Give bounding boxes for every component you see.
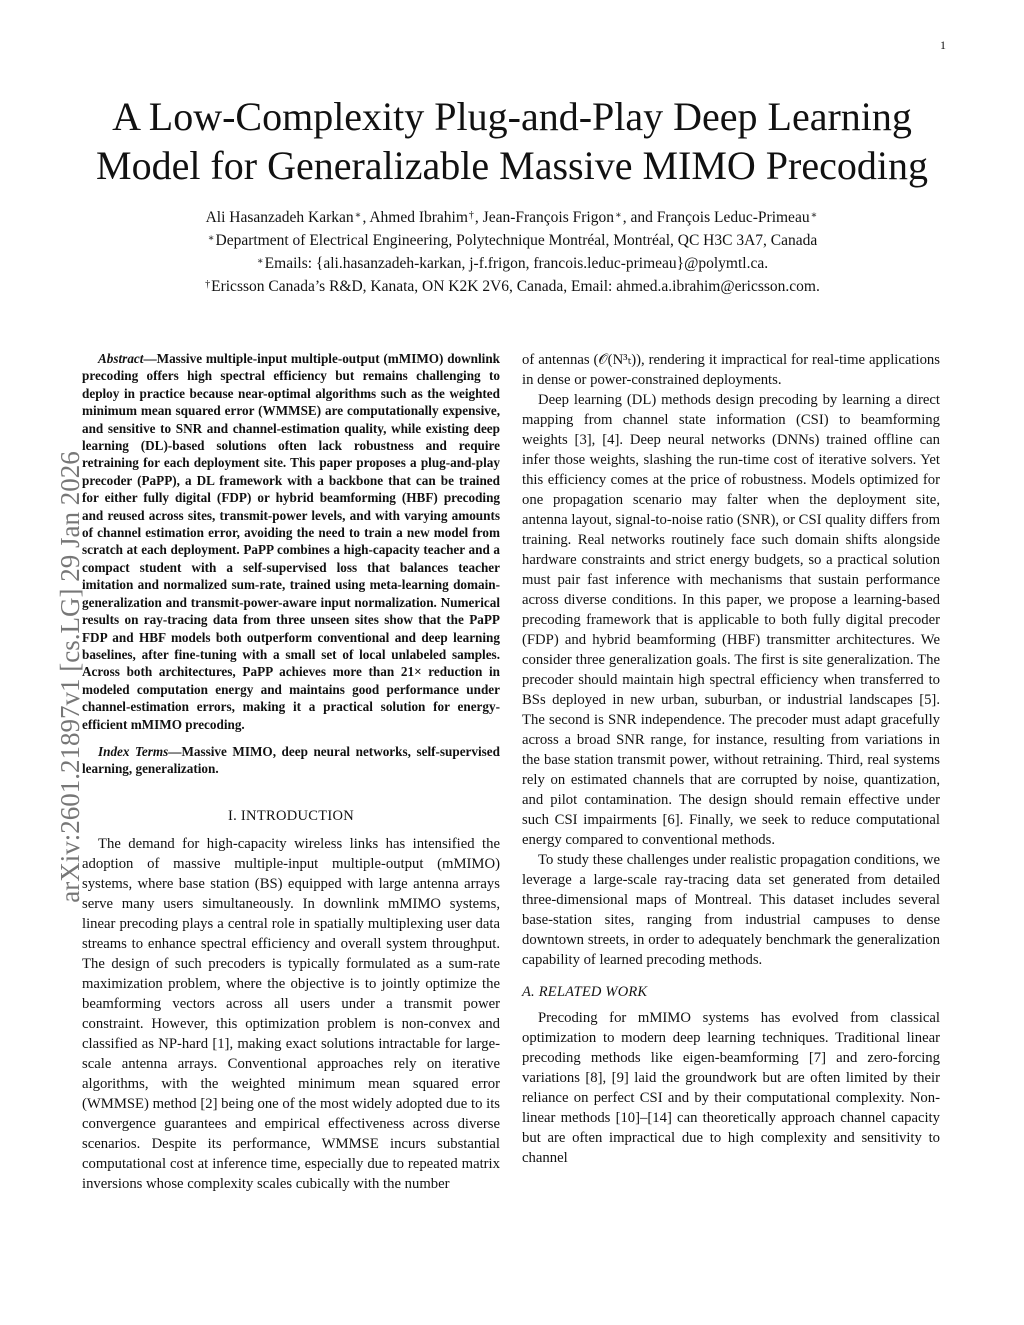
dagger-mark: † (205, 279, 211, 290)
title-line-1: A Low-Complexity Plug-and-Play Deep Learning (112, 94, 912, 139)
affiliation-emails (40, 252, 984, 275)
star-mark: ∗ (354, 210, 362, 221)
affiliation-dept-text: Department of Electrical Engineering, Polytechnique Montréal, Montréal, QC H3C 3A7, Canada (215, 232, 818, 249)
subsection-heading-related-work: A. RELATED WORK (522, 984, 648, 1000)
intro-paragraph-1-continued: of antennas (𝒪(N³ₜ)), rendering it impractical for real-time applications in dense or power-constrained deployments. (522, 352, 940, 388)
right-column (522, 350, 940, 1168)
left-column (82, 350, 500, 1194)
title-line-2: Model for Generalizable Massive MIMO Precoding (96, 143, 928, 188)
intro-paragraph-3: To study these challenges under realistic propagation conditions, we leverage a large-scale ray-tracing data set generated from detailed three-dimensional maps of Montreal. This dataset includes several base-station sites, ranging from industrial campuses to dense downtown streets, in order to adequately benchmark the generalization capability of learned precoding methods. (522, 852, 940, 968)
related-work-paragraph-1: Precoding for mMIMO systems has evolved from classical optimization to modern deep learning techniques. Traditional linear precoding methods like eigen-beamforming [7] and zero-forcing variations [8], [9] laid the groundwork but are often limited by their reliance on perfect CSI and by their computational complexity. Non-linear methods [10]–[14] can theoretically approach channel capacity but are often impractical due to high complexity and sensitivity to channel (522, 1010, 940, 1166)
index-terms (82, 743, 500, 778)
star-mark: ∗ (810, 210, 818, 221)
affiliation-dept (40, 229, 984, 252)
author-block (40, 206, 984, 298)
index-terms-text: —Massive MIMO, deep neural networks, self-supervised learning, generalization. (82, 743, 500, 777)
arxiv-identifier: arXiv:2601.21897v1 [cs.LG] 29 Jan 2026 (55, 451, 85, 903)
author-2: , Ahmed Ibrahim (362, 209, 468, 226)
abstract-label: Abstract (98, 351, 144, 366)
intro-paragraph-2: Deep learning (DL) methods design precoding by learning a direct mapping from channel state information (CSI) to beamforming weights [3], [4]. Deep neural networks (DNNs) trained offline can infer those weights, slashing the run-time cost of iterative solvers. Yet this efficiency comes at the price of robustness. Models optimized for one propagation scenario may falter when the deployment site, antenna layout, signal-to-noise ratio (SNR), or CSI quality differs from training. Real networks routinely face such domain shifts alongside hardware constraints and strict energy budgets, so a practical solution must pair fast inference with mechanisms that sustain performance across diverse conditions. In this paper, we propose a learning-based precoding framework that is applicable to both fully digital precoder (FDP) and hybrid beamforming (HBF) transmitter architectures. We consider three generalization goals. The first is site generalization. The precoder should maintain high spectral efficiency when transferred to BSs deployed in new urban, suburban, or industrial landscapes [5]. The second is SNR independence. The precoder must adapt gracefully across a broad SNR range, for instance, resulting from variations in the base station transmit power, without retraining. Third, real systems rely on estimated channels that are corrupted by noise, quantization, and pilot contamination. The design should remain effective under such CSI impairments [6]. Finally, we seek to reduce computational energy compared to conventional methods. (522, 392, 940, 848)
author-list (40, 206, 984, 229)
author-1: Ali Hasanzadeh Karkan (205, 209, 354, 226)
author-4: , and François Leduc-Primeau (622, 209, 810, 226)
section-heading-introduction: I. INTRODUCTION (227, 807, 355, 824)
intro-paragraph-1: The demand for high-capacity wireless links has intensified the adoption of massive multiple-input multiple-output (mMIMO) systems, where base station (BS) equipped with large antenna arrays serve many users simultaneously. In downlink mMIMO systems, linear precoding plays a central role in spatially multiplexing user data streams to enhance spectral efficiency and overall system throughput. The design of such precoders is typically formulated as a sum-rate maximization problem, where the objective is to jointly optimize the beamforming vectors across all users under a transmit power constraint. However, this optimization problem is non-convex and classified as NP-hard [1], making exact solutions intractable for large-scale antenna arrays. Conventional approaches rely on iterative algorithms, with the weighted minimum mean squared error (WMMSE) method [2] being one of the most widely adopted due to its convergence guarantees and empirical effectiveness across diverse scenarios. Despite its performance, WMMSE incurs substantial computational cost at inference time, especially due to repeated matrix inversions whose complexity scales cubically with the number (82, 835, 500, 1192)
abstract (82, 350, 500, 733)
affiliation-ericsson (40, 275, 984, 298)
star-mark: ∗ (614, 210, 622, 221)
affiliation-ericsson-text: Ericsson Canada’s R&D, Kanata, ON K2K 2V6, Canada, Email: ahmed.a.ibrahim@ericsson.com. (211, 278, 820, 295)
dagger-mark: † (468, 210, 474, 221)
index-terms-label: Index Terms (98, 743, 169, 759)
abstract-text: —Massive multiple-input multiple-output (mMIMO) downlink precoding offers high spectral efficiency but remains challenging to deploy in practice because near-optimal algorithms such as the weighted minimum mean squared error (WMMSE) are computationally expensive, and sensitive to SNR and channel-estimation quality, while existing deep learning (DL)-based solutions often lack robustness and require retraining for each deployment site. This paper proposes a plug-and-play precoder (PaPP), a DL framework with a backbone that can be trained for either fully digital (FDP) or hybrid beamforming (HBF) precoding and reused across sites, transmit-power levels, and with varying amounts of channel estimation error, avoiding the need to train a new model from scratch at each deployment. PaPP combines a high-capacity teacher and a compact student with a self-supervised loss that balances teacher imitation and normalized sum-rate, trained using meta-learning domain-generalization and transmit-power-aware input normalization. Numerical results on ray-tracing data from three unseen sites show that the PaPP FDP and HBF models both outperform conventional and deep learning baselines, after fine-tuning with a small set of local unlabeled samples. Across both architectures, PaPP achieves more than 21× reduction in modeled computation energy and maintains good performance under channel-estimation errors, making it a practical solution for energy-efficient mMIMO precoding. (82, 351, 500, 732)
paper-title (40, 92, 984, 190)
author-3: , Jean-François Frigon (474, 209, 614, 226)
star-mark: ∗ (207, 233, 215, 244)
star-mark: ∗ (256, 256, 264, 267)
page-number: 1 (940, 38, 946, 52)
affiliation-emails-text: Emails: {ali.hasanzadeh-karkan, j-f.frigon, francois.leduc-primeau}@polymtl.ca. (264, 255, 769, 272)
